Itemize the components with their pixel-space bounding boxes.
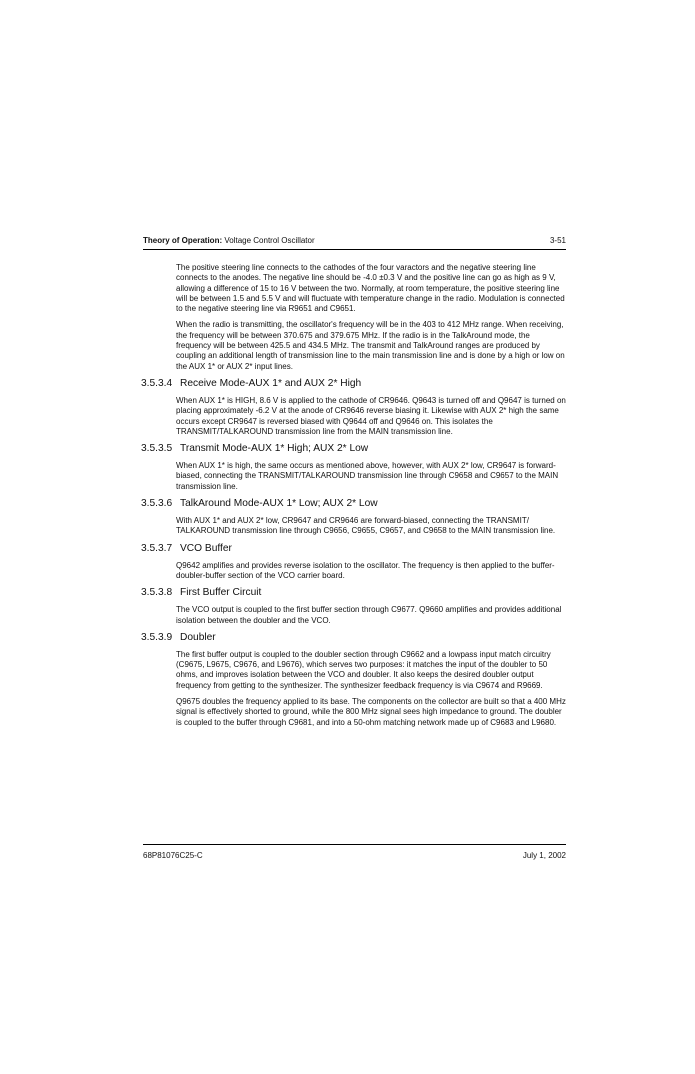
section-title: First Buffer Circuit <box>180 587 262 599</box>
section-paragraph: The first buffer output is coupled to the doubler section through C9662 and a lowpass input match circuitry (C9675, L9675, C9676, and L9676), which serves two purposes: it matches the input of the doubler to 50 ohms, and improves isolation between the VCO and doubler. It also keeps the desired doubler output frequency from getting to the synthesizer. The synthesizer feedback frequency is via C9674 and R9669. <box>176 649 551 690</box>
publication-date: July 1, 2002 <box>522 851 566 860</box>
section-3-5-3-5 <box>141 443 567 492</box>
header-rule <box>143 249 566 250</box>
section-heading <box>141 632 567 644</box>
section-3-5-3-9 <box>141 632 567 728</box>
section-heading <box>141 587 567 599</box>
header-section-title: Voltage Control Oscillator <box>224 236 315 245</box>
section-number: 3.5.3.9 <box>141 631 173 643</box>
page-number: 3-51 <box>549 236 566 245</box>
section-paragraph: Q9675 doubles the frequency applied to its base. The components on the collector are built so that a 400 MHz signal is effectively shorted to ground, while the 800 MHz signal sees high impedance to ground. The doubler is coupled to the buffer through C9681, and into a 50-ohm matching network made up of C9683 and L9680. <box>176 697 566 727</box>
header-section-label: Theory of Operation: <box>143 236 223 245</box>
section-paragraph: Q9642 amplifies and provides reverse isolation to the oscillator. The frequency is then applied to the buffer-doubler-buffer section of the VCO carrier board. <box>176 560 555 580</box>
intro-paragraph: The positive steering line connects to the cathodes of the four varactors and the negative steering line connects to the anodes. The negative line should be -4.0 ±0.3 V and the positive line can go as high as 9 V, allowing a difference of 15 to 16 V between the two. Normally, at room temperature, the positive steering line will be between 1.5 and 5.5 V and will fluctuate with temperature change in the radio. Modulation is connected to the negative steering line via R9651 and C9651. <box>176 263 565 314</box>
section-title: Transmit Mode-AUX 1* High; AUX 2* Low <box>180 443 369 455</box>
section-3-5-3-8 <box>141 587 567 626</box>
section-heading <box>141 443 567 455</box>
section-number: 3.5.3.6 <box>141 498 173 510</box>
section-title: Receive Mode-AUX 1* and AUX 2* High <box>180 377 362 389</box>
section-number: 3.5.3.5 <box>141 443 173 455</box>
section-title: TalkAround Mode-AUX 1* Low; AUX 2* Low <box>180 498 378 510</box>
section-heading <box>141 543 567 555</box>
section-paragraph: With AUX 1* and AUX 2* low, CR9647 and CR9646 are forward-biased, connecting the TRANSMIT/ TALKAROUND transmission line through C9656, C9655, C9657, and C9658 to the MAIN transmission line. <box>176 516 556 536</box>
section-paragraph: When AUX 1* is HIGH, 8.6 V is applied to the cathode of CR9646. Q9643 is turned off and Q9647 is turned on placing approximately -6.2 V at the anode of CR9646 reverse biasing it. Likewise with AUX 2* high the same occurs except CR9647 is reversed biased with Q9644 off and Q9646 on. This isolates the TRANSMIT/TALKAROUND transmission line from the MAIN transmission line. <box>176 395 566 436</box>
section-title: Doubler <box>180 631 216 643</box>
page-body <box>141 263 567 734</box>
section-number: 3.5.3.7 <box>141 542 173 554</box>
section-3-5-3-6 <box>141 498 567 537</box>
section-paragraph: When AUX 1* is high, the same occurs as mentioned above, however, with AUX 2* low, CR9647 is forward-biased, connecting the TRANSMIT/TALKAROUND transmission line through C9658 and C9657 to the MAIN transmission line. <box>176 461 559 491</box>
section-number: 3.5.3.8 <box>141 587 173 599</box>
section-heading <box>141 498 567 510</box>
document-number: 68P81076C25-C <box>143 851 203 860</box>
section-3-5-3-7 <box>141 543 567 582</box>
intro-paragraph: When the radio is transmitting, the oscillator's frequency will be in the 403 to 412 MHz range. When receiving, the frequency will be between 370.675 and 379.675 MHz. If the radio is in the TalkAround mode, the frequency will be between 425.5 and 434.5 MHz. The transmit and TalkAround ranges are produced by coupling an additional length of transmission line to the main transmission line and is done by a high or low on the AUX 1* or AUX 2* input lines. <box>176 320 565 371</box>
page-header <box>143 236 566 246</box>
footer-rule <box>143 844 566 845</box>
section-3-5-3-4 <box>141 378 567 437</box>
section-paragraph: The VCO output is coupled to the first buffer section through C9677. Q9660 amplifies and provides additional isolation between the doubler and the VCO. <box>176 605 562 625</box>
section-heading <box>141 378 567 390</box>
page-footer <box>143 851 566 861</box>
section-number: 3.5.3.4 <box>141 377 173 389</box>
header-title <box>143 236 315 245</box>
section-title: VCO Buffer <box>180 542 232 554</box>
